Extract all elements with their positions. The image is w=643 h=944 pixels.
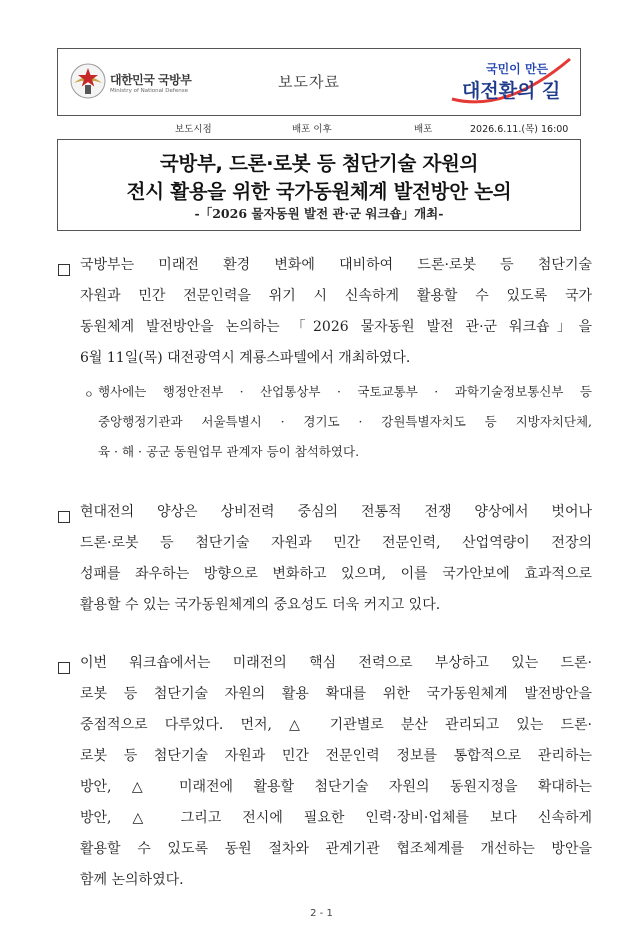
paragraph-line: 6월 11일(목) 대전광역시 계룡스파텔에서 개최하였다. xyxy=(80,350,411,366)
paragraph-line: 동원체계 발전방안을 논의하는 「2026 물자동원 발전 관·군 워크숍」을 xyxy=(80,319,592,335)
subtitle: -「2026 물자동원 발전 관·군 워크숍」개최- xyxy=(194,206,444,221)
title-line-1: 국방부, 드론·로봇 등 첨단기술 자원의 xyxy=(159,152,479,175)
ministry-logo xyxy=(66,57,216,107)
checkbox-bullet-icon xyxy=(58,511,70,523)
slogan-line2: 대전환의 길 xyxy=(462,80,561,102)
checkbox-bullet-icon xyxy=(58,264,70,276)
checkbox-bullet-icon xyxy=(58,662,70,674)
paragraph-line: 방안, △ 미래전에 활용할 첨단기술 자원의 동원지정을 확대하는 xyxy=(80,779,592,795)
paragraph-line: 방안, △ 그리고 전시에 필요한 인력·장비·업체를 보다 신속하게 xyxy=(80,810,592,826)
paragraph-line: 로봇 등 첨단기술 자원의 활용 확대를 위한 국가동원체계 발전방안을 xyxy=(80,686,592,702)
paragraph-line: 드론·로봇 등 첨단기술 자원과 민간 전문인력, 산업역량이 전장의 xyxy=(80,535,592,551)
paragraph-line: 국방부는 미래전 환경 변화에 대비하여 드론·로봇 등 첨단기술 xyxy=(80,257,592,273)
sub-line: 행사에는 행정안전부 · 산업통상부 · 국토교통부 · 과학기술정보통신부 등 xyxy=(98,384,592,399)
document-type: 보도자료 xyxy=(278,73,340,91)
header-box xyxy=(57,48,581,116)
distribute-value: 2026.6.11.(목) 16:00 xyxy=(470,124,569,135)
paragraph-line: 현대전의 양상은 상비전력 중심의 전통적 전쟁 양상에서 벗어나 xyxy=(80,504,592,520)
paragraph-line: 중점적으로 다루었다. 먼저, △ 기관별로 분산 관리되고 있는 드론· xyxy=(80,717,592,733)
sub-bullet-marker: ㅇ xyxy=(84,390,94,401)
ministry-name: 대한민국 국방부 xyxy=(110,73,192,87)
paragraph-line: 성패를 좌우하는 방향으로 변화하고 있으며, 이를 국가안보에 효과적으로 xyxy=(80,566,592,582)
release-time-label: 보도시점 xyxy=(175,124,212,135)
title-box xyxy=(57,139,581,231)
ministry-emblem-icon xyxy=(68,61,108,101)
release-time-value: 배포 이후 xyxy=(292,124,332,135)
sub-line: 중앙행정기관과 서울특별시 · 경기도 · 강원특별자치도 등 지방자치단체, xyxy=(98,414,592,429)
paragraph-line: 함께 논의하였다. xyxy=(80,872,184,888)
paragraph-line: 활용할 수 있는 국가동원체계의 중요성도 더욱 커지고 있다. xyxy=(80,597,441,613)
paragraph-line: 자원과 민간 전문인력을 위기 시 신속하게 활용할 수 있도록 국가 xyxy=(80,288,592,304)
paragraph-line: 로봇 등 첨단기술 자원과 민간 전문인력 정보를 통합적으로 관리하는 xyxy=(80,748,592,764)
slogan-line1: 국민이 만든 xyxy=(486,62,549,76)
page-number: 2 - 1 xyxy=(310,908,333,919)
distribute-label: 배포 xyxy=(414,124,433,135)
ministry-name-english: Ministry of National Defense xyxy=(110,88,188,94)
title-line-2: 전시 활용을 위한 국가동원체계 발전방안 논의 xyxy=(126,180,512,203)
paragraph-line: 활용할 수 있도록 동원 절차와 관계기관 협조체계를 개선하는 방안을 xyxy=(80,841,592,857)
paragraph-line: 이번 워크숍에서는 미래전의 핵심 전력으로 부상하고 있는 드론· xyxy=(80,655,592,671)
slogan-logo xyxy=(446,53,576,111)
sub-line: 육 · 해 · 공군 동원업무 관계자 등이 참석하였다. xyxy=(98,444,360,459)
